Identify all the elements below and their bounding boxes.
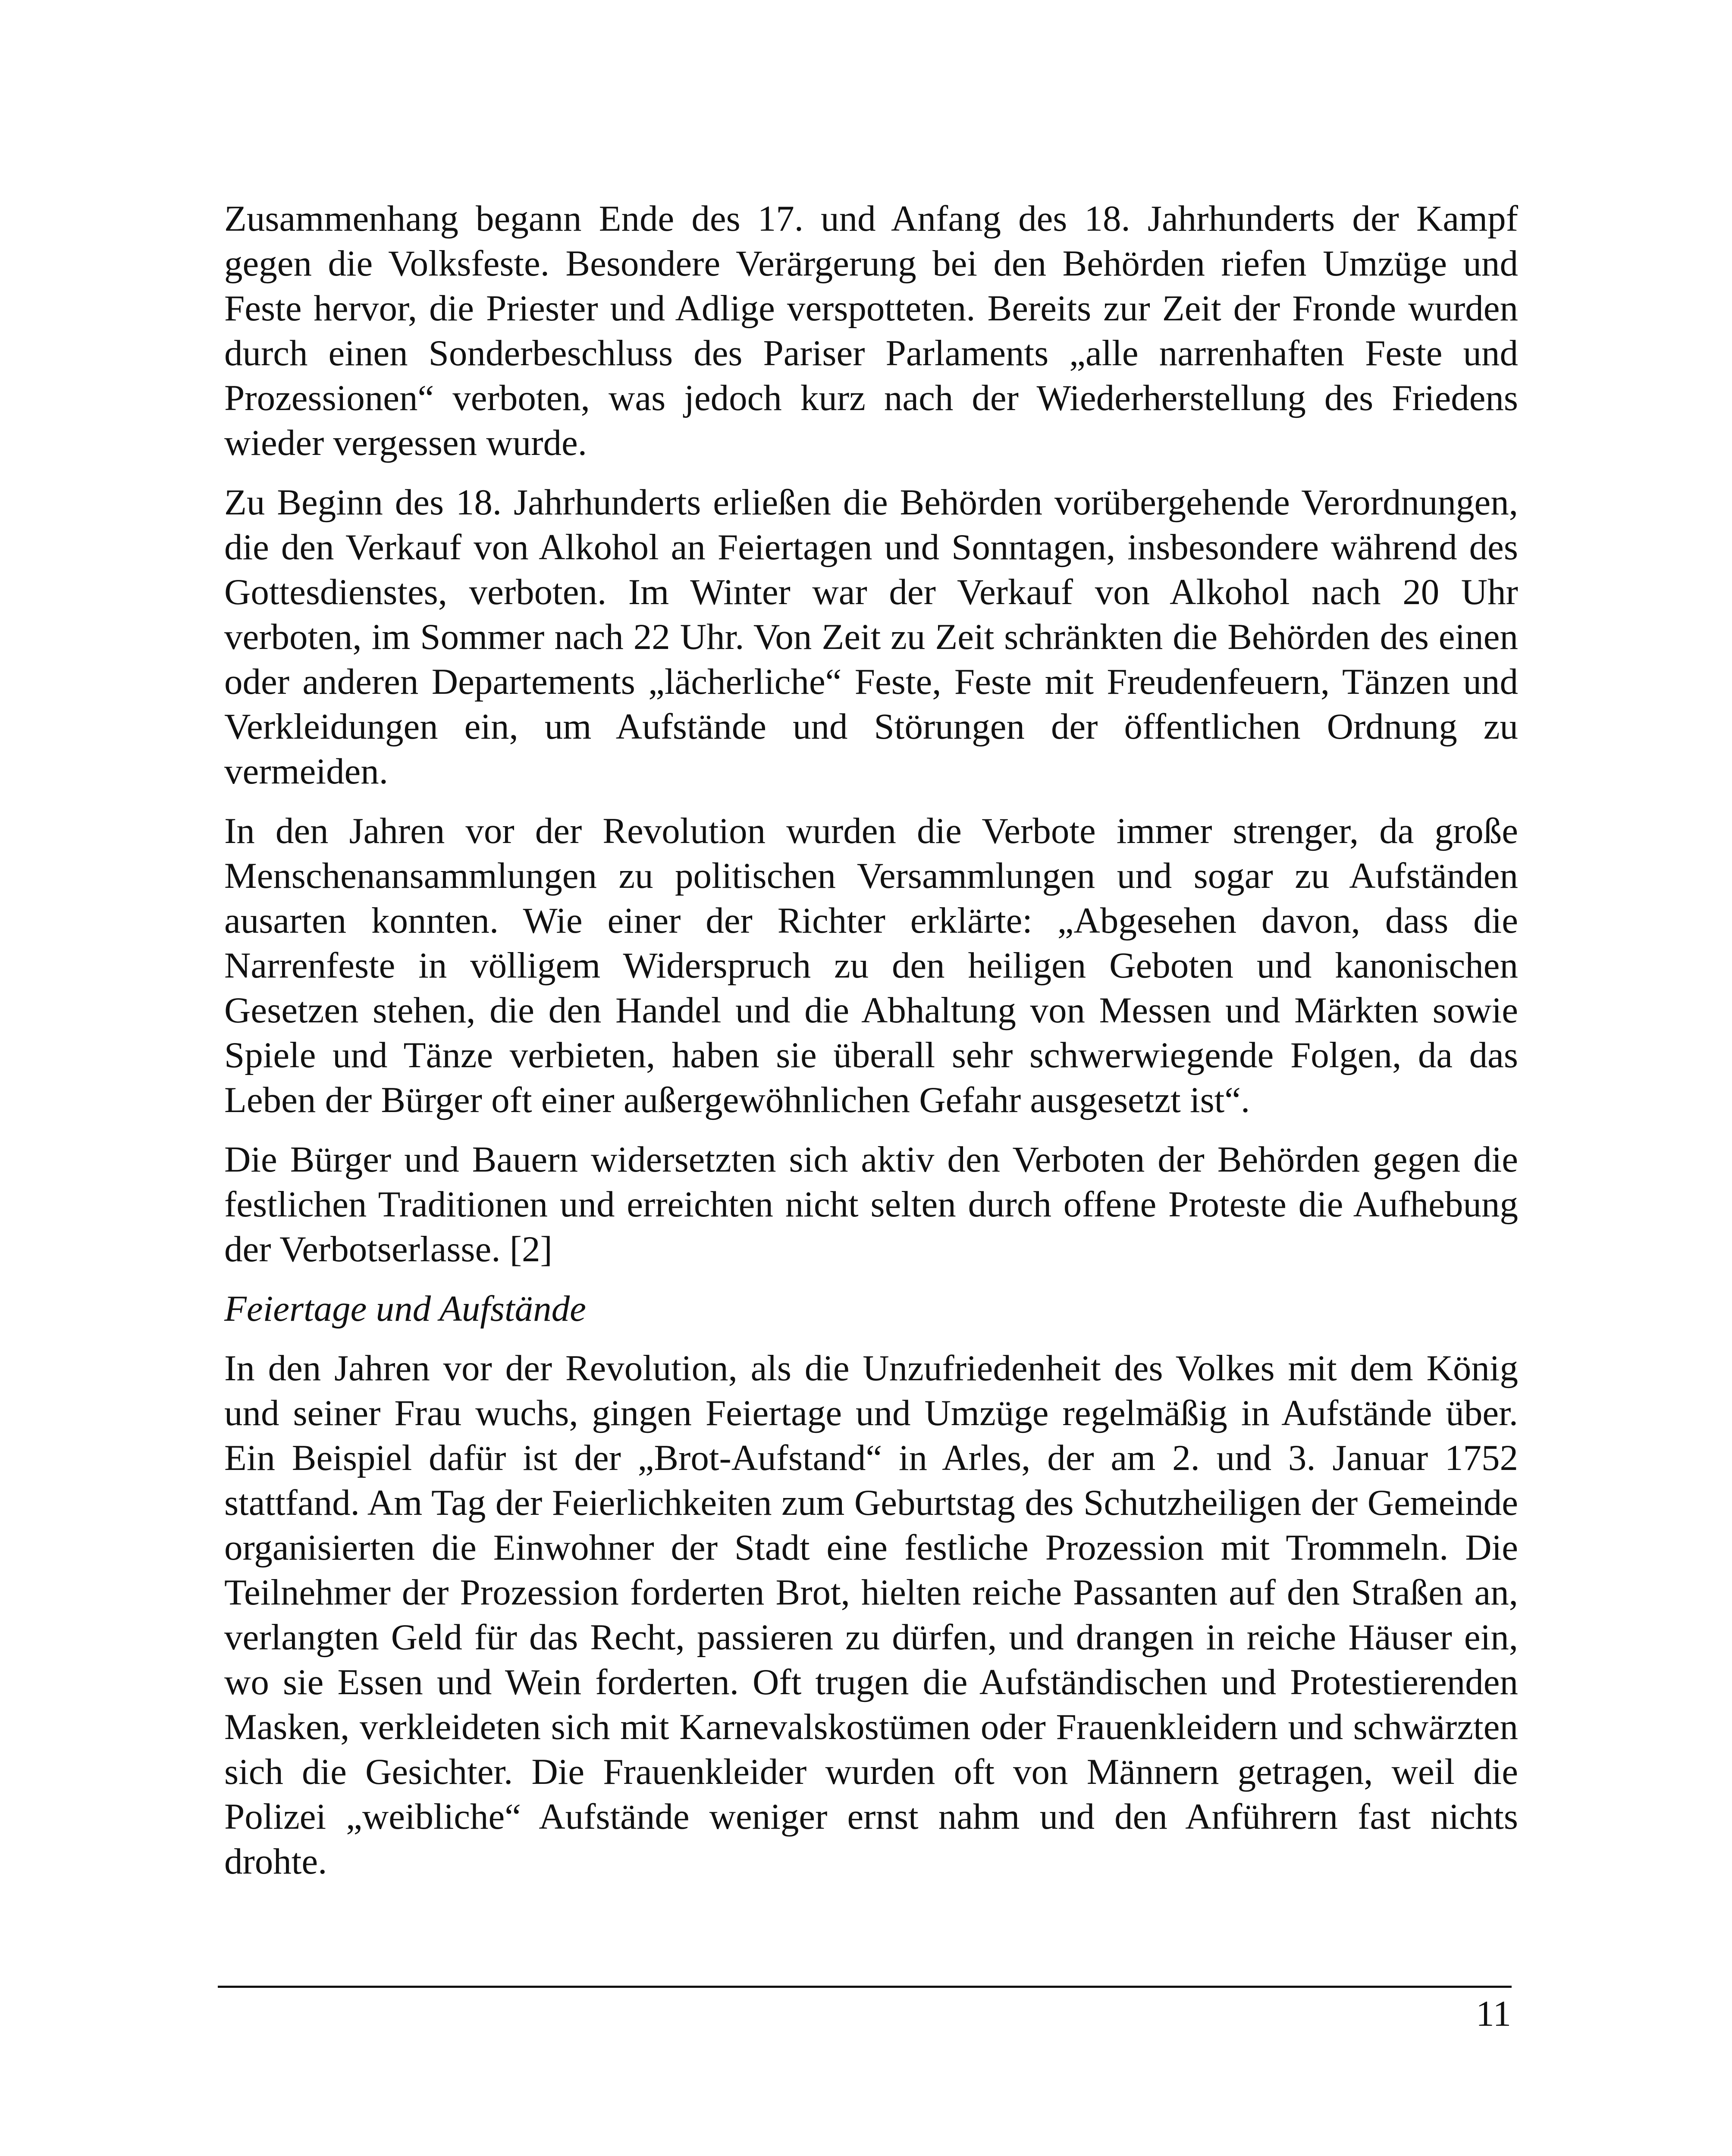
footer-rule — [218, 1986, 1512, 1988]
section-heading: Feiertage und Aufstände — [224, 1288, 586, 1329]
page-number: 11 — [1476, 1993, 1511, 2034]
paragraph-3: In den Jahren vor der Revolution wurden die Verbote immer strenger, da große Menschenansammlungen zu politischen Versammlungen und sogar zu Aufständen ausarten konnten. Wie einer der Richter erklärte: „Abgesehen davon, dass die Narrenfeste in völligem Widerspruch zu den heiligen Geboten und kanonischen Gesetzen stehen, die den Handel und die Abhaltung von Messen und Märkten sowie Spiele und Tänze verbieten, haben sie überall sehr schwerwiegende Folgen, da das Leben der Bürger oft einer außergewöhnlichen Gefahr ausgesetzt ist“. — [224, 811, 1518, 1120]
paragraph-1: Zusammenhang begann Ende des 17. und Anfang des 18. Jahrhunderts der Kampf gegen die Volksfeste. Besondere Verärgerung bei den Behörden riefen Umzüge und Feste hervor, die Priester und Adlige verspotteten. Bereits zur Zeit der Fronde wurden durch einen Sonderbeschluss des Pariser Parlaments „alle narrenhaften Feste und Prozessionen“ verboten, was jedoch kurz nach der Wiederherstellung des Friedens wieder vergessen wurde. — [224, 198, 1518, 463]
page-body — [224, 196, 1518, 1899]
section-paragraph-1: In den Jahren vor der Revolution, als die Unzufriedenheit des Volkes mit dem König und seiner Frau wuchs, gingen Feiertage und Umzüge regelmäßig in Aufstände über. Ein Beispiel dafür ist der „Brot-Aufstand“ in Arles, der am 2. und 3. Januar 1752 stattfand. Am Tag der Feierlichkeiten zum Geburtstag des Schutzheiligen der Gemeinde organisierten die Einwohner der Stadt eine festliche Prozession mit Trommeln. Die Teilnehmer der Prozession forderten Brot, hielten reiche Passanten auf den Straßen an, verlangten Geld für das Recht, passieren zu dürfen, und drangen in reiche Häuser ein, wo sie Essen und Wein forderten. Oft trugen die Aufständischen und Protestierenden Masken, verkleideten sich mit Karnevalskostümen oder Frauenkleidern und schwärzten sich die Gesichter. Die Frauenkleider wurden oft von Männern getragen, weil die Polizei „weibliche“ Aufstände weniger ernst nahm und den Anführern fast nichts drohte. — [224, 1348, 1518, 1882]
paragraph-4: Die Bürger und Bauern widersetzten sich aktiv den Verboten der Behörden gegen die festlichen Traditionen und erreichten nicht selten durch offene Proteste die Aufhebung der Verbotserlasse. [2] — [224, 1139, 1518, 1269]
paragraph-2: Zu Beginn des 18. Jahrhunderts erließen die Behörden vorübergehende Verordnungen, die den Verkauf von Alkohol an Feiertagen und Sonntagen, insbesondere während des Gottesdienstes, verboten. Im Winter war der Verkauf von Alkohol nach 20 Uhr verboten, im Sommer nach 22 Uhr. Von Zeit zu Zeit schränkten die Behörden des einen oder anderen Departements „lächerliche“ Feste, Feste mit Freudenfeuern, Tänzen und Verkleidungen ein, um Aufstände und Störungen der öffentlichen Ordnung zu vermeiden. — [224, 482, 1518, 792]
